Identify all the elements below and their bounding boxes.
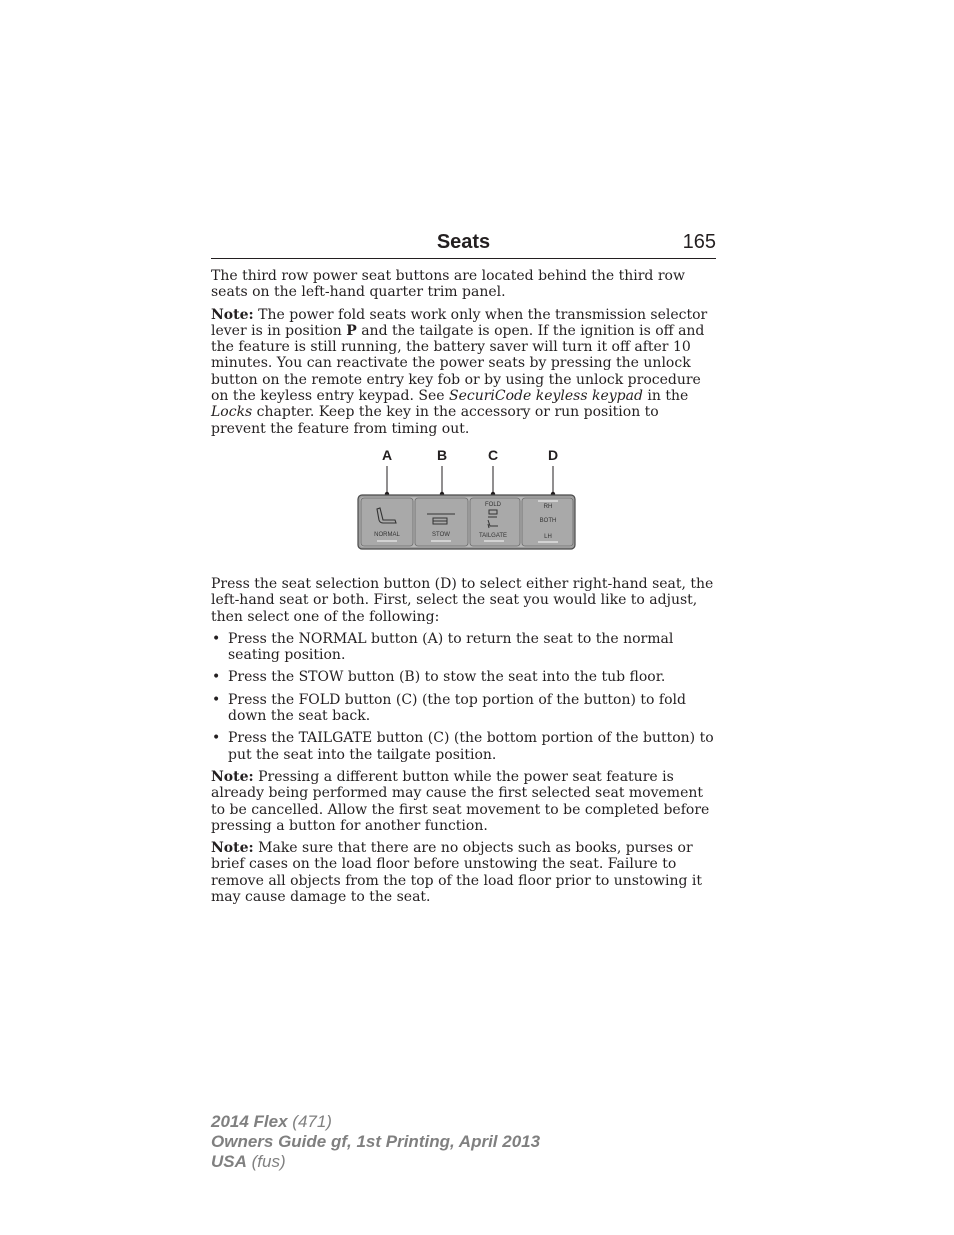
lh-label: LH	[544, 533, 552, 540]
note-paragraph-2	[211, 769, 717, 834]
list-item	[211, 730, 717, 763]
note-label: Note:	[211, 840, 254, 857]
page-number: 165	[682, 231, 716, 253]
note-text: Make sure that there are no objects such as books, purses or brief cases on the load floor before unstowing the seat. Failure to remove all objects from the top of the load floor prior to unstowing it may cause damage to the seat.	[211, 840, 702, 906]
note-text: The power fold seats work only when the transmission selector lever is in position	[211, 306, 708, 339]
footer-model-line	[211, 1112, 540, 1132]
stow-label: STOW	[432, 531, 450, 538]
page-content	[211, 268, 717, 911]
rh-label: RH	[543, 503, 553, 510]
intro-paragraph: The third row power seat buttons are located behind the third row seats on the left-hand quarter trim panel.	[211, 268, 685, 301]
note-text: in the	[642, 388, 689, 405]
both-label: BOTH	[539, 517, 557, 524]
gear-position: P	[346, 322, 357, 339]
callout-b: B	[436, 446, 448, 463]
note-paragraph-1	[211, 307, 717, 437]
list-item	[211, 669, 717, 685]
note-label: Note:	[211, 768, 254, 785]
footer-region-code: (fus)	[246, 1152, 286, 1171]
list-item	[211, 631, 717, 664]
note-text: and the tailgate is open. If the ignition is off and the feature is still running, the battery saver will turn it off after 10 minutes. You can reactivate the power seats by pressing the unlock button on the remote entry key fob or by using the unlock procedure on the keyless entry keypad. See	[211, 322, 705, 405]
footer-region: USA	[211, 1152, 247, 1171]
cross-reference-locks: Locks	[211, 404, 253, 421]
footer-model-code: (471)	[287, 1112, 332, 1131]
list-item-text: Press the STOW button (B) to stow the seat into the tub floor.	[228, 669, 666, 686]
note-text: Pressing a different button while the power seat feature is already being performed may cause the first selected seat movement to be cancelled. Allow the first seat movement to be completed before pressing a button for another function.	[211, 768, 710, 834]
stow-button	[415, 498, 468, 546]
fold-tailgate-button	[470, 498, 520, 546]
list-item-text: Press the TAILGATE button (C) (the bottom portion of the button) to put the seat into the tailgate position.	[228, 730, 714, 763]
bullet-glyph: •	[212, 730, 221, 747]
normal-label: NORMAL	[374, 531, 400, 538]
lh-indicator	[538, 541, 558, 543]
seat-control-panel-illustration	[211, 444, 717, 568]
note-paragraph-3	[211, 840, 717, 905]
page-title: Seats	[436, 231, 491, 253]
page-footer	[211, 1112, 540, 1172]
bullet-glyph: •	[212, 630, 221, 647]
cross-reference-keypad: SecuriCode keyless keypad	[448, 388, 643, 405]
seat-button-figure	[211, 444, 717, 568]
footer-region-line	[211, 1152, 540, 1172]
footer-model: 2014 Flex	[211, 1112, 288, 1131]
seat-select-button	[522, 498, 573, 546]
stow-indicator	[431, 540, 451, 542]
bullet-glyph: •	[212, 669, 221, 686]
callout-c: C	[487, 446, 499, 463]
bullet-glyph: •	[212, 691, 221, 708]
note-label: Note:	[211, 306, 254, 323]
footer-guide: Owners Guide gf, 1st Printing, April 2013	[211, 1132, 541, 1151]
normal-indicator	[377, 540, 397, 542]
fold-label: FOLD	[484, 501, 502, 508]
instruction-list	[211, 631, 717, 763]
footer-guide-line	[211, 1132, 540, 1152]
selection-paragraph: Press the seat selection button (D) to select either right-hand seat, the left-hand seat or both. First, select the seat you would like to adjust, then select one of the following:	[211, 575, 714, 625]
note-text: chapter. Keep the key in the accessory or run position to prevent the feature from timing out.	[211, 404, 659, 437]
list-item-text: Press the NORMAL button (A) to return the seat to the normal seating position.	[228, 630, 674, 664]
callout-a: A	[381, 446, 393, 463]
callout-d: D	[547, 446, 559, 463]
page-header	[211, 230, 716, 259]
list-item	[211, 692, 717, 725]
normal-button	[361, 498, 413, 546]
rh-indicator	[538, 500, 558, 502]
tailgate-indicator	[484, 540, 504, 542]
tailgate-label: TAILGATE	[478, 532, 508, 539]
list-item-text: Press the FOLD button (C) (the top portion of the button) to fold down the seat back.	[228, 691, 686, 725]
